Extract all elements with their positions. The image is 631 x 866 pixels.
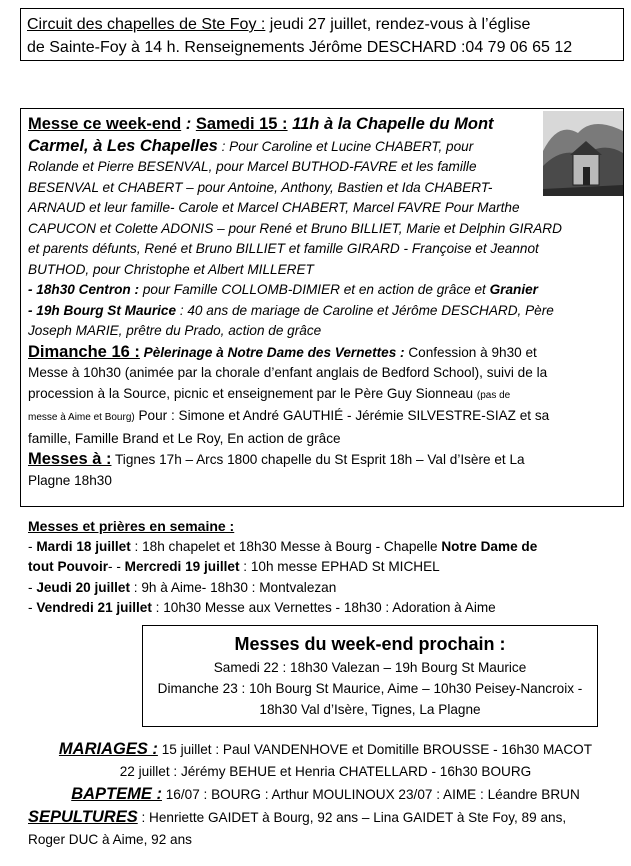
messe-head-sep: : [181,115,196,133]
prochain-line-3: 18h30 Val d’Isère, Tignes, La Plagne [259,702,481,717]
jeudi-text: : 9h à Aime- 18h30 : Montvalezan [130,579,337,595]
circuit-text-1: jeudi 27 juillet, rendez-vous à l’église [265,16,531,33]
sacraments-section [28,738,623,851]
bourg-text: : 40 ans de mariage de Caroline et Jérôme DESCHARD, Père [176,302,554,318]
samedi-line-2: ARNAUD et leur famille- Carole et Marcel CHABERT, Marcel FAVRE Pour Marthe [28,200,520,215]
centron-label: - 18h30 Centron : [28,282,140,297]
mardi-bold: Notre Dame de [441,538,538,554]
dimanche-line [28,342,616,364]
samedi-text: : Pour Caroline et Lucine CHABERT, pour [217,138,474,154]
vendredi-text: : 10h30 Messe aux Vernettes - 18h30 : Adoration à Aime [151,600,496,615]
weekday-masses-section [28,516,618,619]
mercredi-text: : 10h messe EPHAD St MICHEL [239,559,440,574]
sepultures-line [28,806,623,829]
dimanche-line-1: procession à la Source, picnic et enseignement par le Père Guy Sionneau [28,385,477,401]
mercredi-label: Mercredi 19 juillet [124,559,240,574]
samedi-line-3: CAPUCON et Colette ADONIS – pour René et Bruno BILLIET, Marie et Delphin GIRARD [28,220,562,236]
samedi-line-1: BESENVAL et CHABERT – pour Antoine, Anthony, Bastien et Ida CHABERT- [28,179,493,195]
samedi-place: 11h à la Chapelle du Mont [287,115,494,133]
sepultures-text-2: Roger DUC à Aime, 92 ans [28,832,192,847]
bapteme-label: BAPTEME : [71,785,162,803]
prochain-line-1: Samedi 22 : 18h30 Valezan – 19h Bourg St Maurice [213,660,527,675]
circuit-title: Circuit des chapelles de Ste Foy : [27,16,266,33]
circuit-text-2: de Sainte-Foy à 14 h. Renseignements Jérôme DESCHARD :04 79 06 65 12 [27,39,573,56]
next-weekend-section [142,625,598,727]
circuit-line-1 [27,13,617,36]
messe-line-2 [28,136,534,158]
semaine-head: Messes et prières en semaine : [28,518,235,534]
dimanche-title: Pèlerinage à Notre Dame des Vernettes : [139,344,405,360]
vendredi-label: Vendredi 21 juillet [36,600,152,615]
prochain-line-2: Dimanche 23 : 10h Bourg St Maurice, Aime – 10h30 Peisey-Nancroix - [157,681,583,696]
centron-text: pour Famille COLLOMB-DIMIER et en action de grâce et [139,282,490,297]
dimanche-line-1-row [28,384,616,407]
mardi-text: : 18h chapelet et 18h30 Messe à Bourg - Chapelle [130,538,442,554]
samedi-line-5: BUTHOD, pour Christophe et Albert MILLERET [28,261,314,277]
samedi-line-0: Rolande et Pierre BESENVAL, pour Marcel BUTHOD-FAVRE et les famille [28,159,477,174]
vendredi-line: - Vendredi 21 juillet : 10h30 Messe aux Vernettes - 18h30 : Adoration à Aime [28,600,496,615]
dimanche-line-0: Messe à 10h30 (animée par la chorale d’enfant anglais de Bedford School), suivi de la [28,365,548,380]
mardi-sep: - [108,559,117,574]
messes-a-label: Messes à : [28,450,112,468]
jeudi-label: Jeudi 20 juillet [36,579,130,595]
mardi-line: - Mardi 18 juillet : 18h chapelet et 18h30 Messe à Bourg - Chapelle Notre Dame de [28,538,538,554]
dimanche-small-1: (pas de [476,389,511,401]
mariages-line [28,738,623,761]
mardi-label: Mardi 18 juillet [36,538,131,554]
weekend-mass-section [20,108,624,507]
dimanche-text-2: Pour : Simone et André GAUTHIÉ - Jérémie SILVESTRE-SIAZ et sa [134,408,550,423]
mardi-bold-2: tout Pouvoir [28,559,109,574]
bourg-text-2: Joseph MARIE, prêtre du Prado, action de grâce [28,323,322,338]
messes-a-text-2: Plagne 18h30 [28,472,112,488]
prochain-head: Messes du week-end prochain : [234,634,506,654]
dimanche-small-2: messe à Aime et Bourg) [28,412,135,423]
samedi-line-4: et parents défunts, René et Bruno BILLIET et famille GIRARD - Françoise et Jeannot [28,241,539,256]
mariages-label: MARIAGES : [58,740,158,758]
samedi-label: Samedi 15 : [195,115,288,133]
mariages-line-2: 22 juillet : Jérémy BEHUE et Henria CHATELLARD - 16h30 BOURG [119,764,532,779]
chapel-picture [543,111,623,196]
circuit-notice [20,8,624,61]
dimanche-text-3: famille, Famille Brand et Le Roy, En action de grâce [28,430,341,446]
bapteme-text: 16/07 : BOURG : Arthur MOULINOUX 23/07 : AIME : Léandre BRUN [161,787,580,802]
dimanche-line-2-row [28,406,616,429]
dimanche-label: Dimanche 16 : [28,342,140,361]
messe-head: Messe ce week-end [28,115,182,133]
bapteme-line [28,783,623,806]
jeudi-line: - Jeudi 20 juillet : 9h à Aime- 18h30 : Montvalezan [28,579,337,595]
mercredi-line: tout Pouvoir- - Mercredi 19 juillet : 10h messe EPHAD St MICHEL [28,559,440,574]
bourg-line [28,301,616,322]
bourg-label: - 19h Bourg St Maurice [28,302,177,318]
messes-a-text: Tignes 17h – Arcs 1800 chapelle du St Esprit 18h – Val d’Isère et La [111,452,525,467]
samedi-place-2: Carmel, à Les Chapelles [28,136,218,155]
sepultures-text: : Henriette GAIDET à Bourg, 92 ans – Lina GAIDET à Ste Foy, 89 ans, [137,810,567,825]
mariages-line-1: 15 juillet : Paul VANDENHOVE et Domitille BROUSSE - 16h30 MACOT [157,742,593,757]
centron-bold: Granier [489,282,538,297]
sepultures-label: SEPULTURES [28,808,138,826]
centron-line [28,280,616,301]
dimanche-text-1: Confession à 9h30 et [404,344,537,360]
messe-line-1 [28,114,534,136]
messes-a-line [28,449,616,471]
